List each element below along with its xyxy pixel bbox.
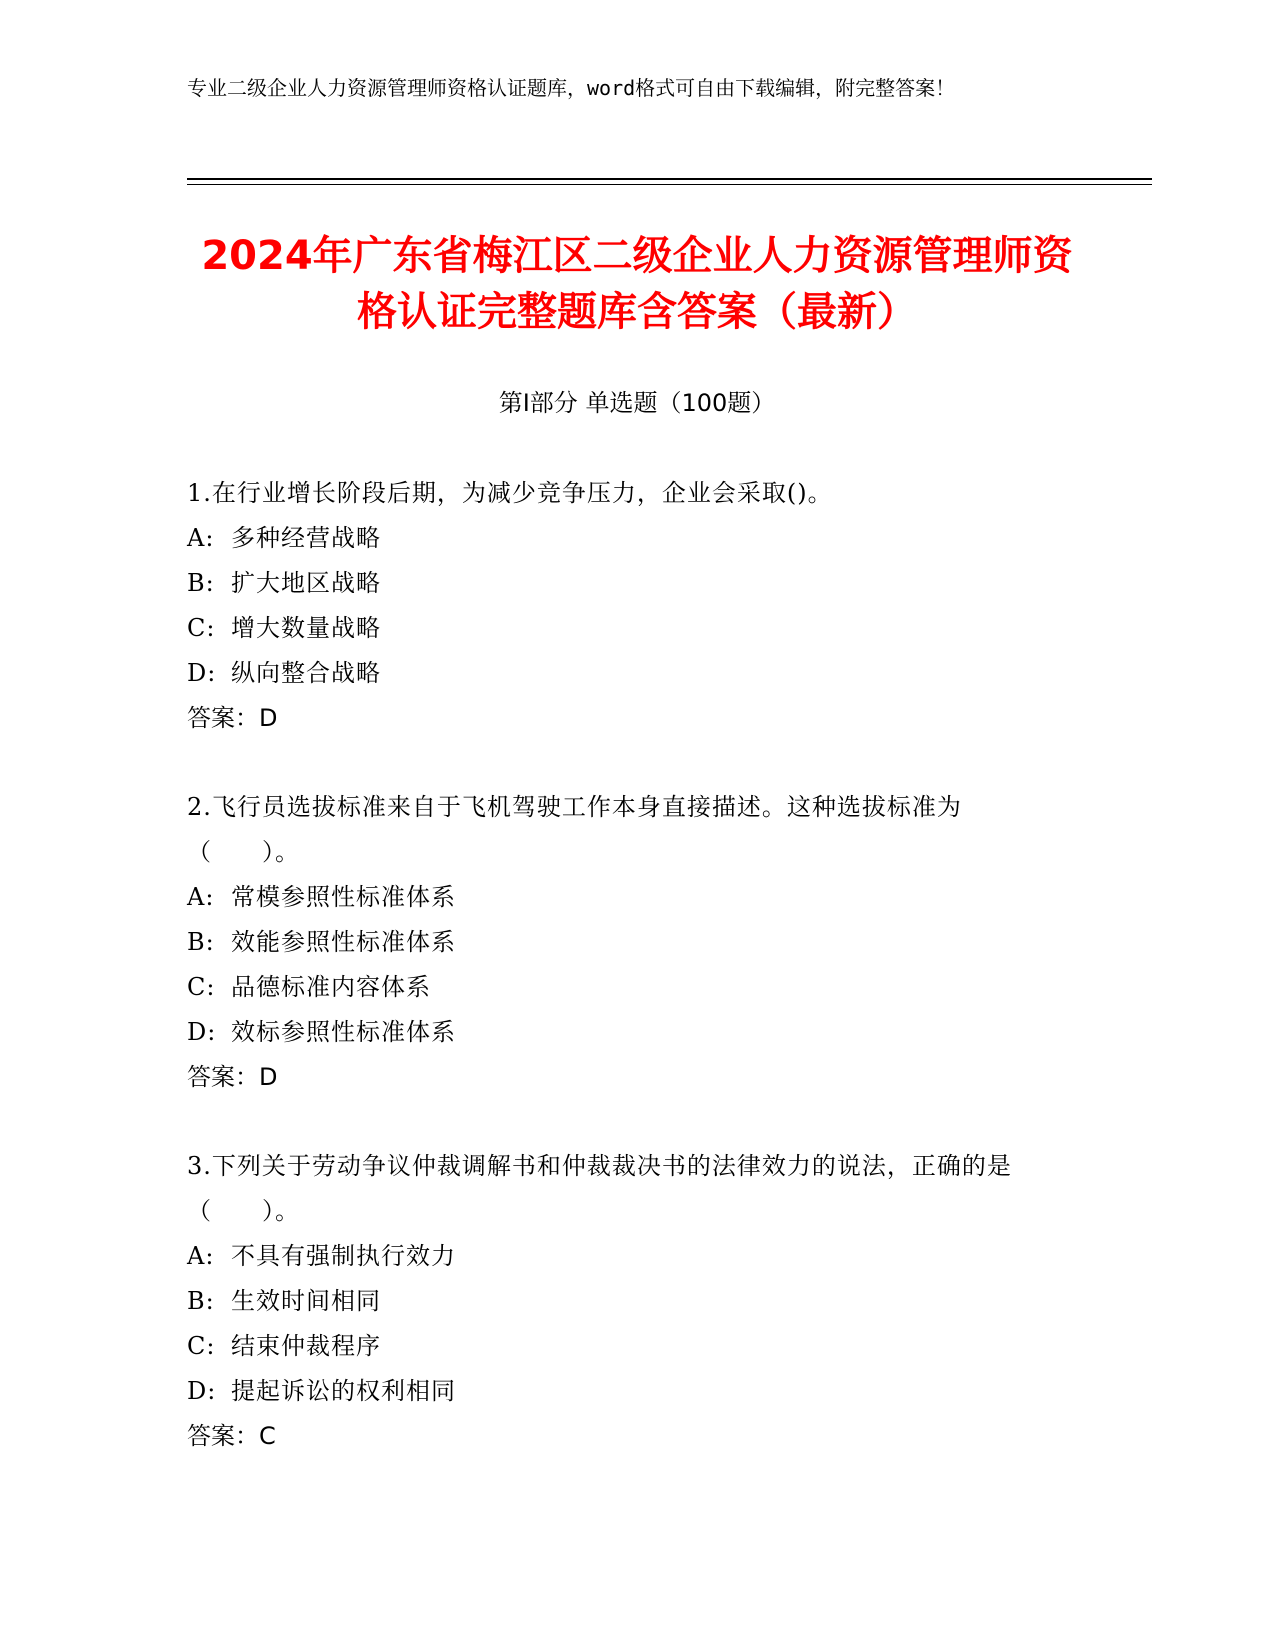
option-text: 常模参照性标准体系	[231, 883, 456, 911]
option-letter: B:	[187, 928, 215, 956]
header-note: 专业二级企业人力资源管理师资格认证题库，word格式可自由下载编辑，附完整答案！	[187, 76, 956, 100]
option-letter: A:	[187, 1242, 215, 1270]
option-letter: A:	[187, 883, 215, 911]
option-b	[187, 561, 1067, 606]
option-c	[187, 606, 1067, 651]
option-c	[187, 1324, 1067, 1369]
document-title: 2024年广东省梅江区二级企业人力资源管理师资格认证完整题库含答案（最新）	[201, 233, 1073, 335]
header-divider-thin	[187, 184, 1152, 185]
question-3	[187, 1144, 1067, 1459]
option-letter: C:	[187, 614, 216, 642]
option-text: 品德标准内容体系	[231, 973, 431, 1001]
option-c	[187, 965, 1067, 1010]
question-text: 3.下列关于劳动争议仲裁调解书和仲裁裁决书的法律效力的说法，正确的是（ ）。	[187, 1152, 1012, 1225]
option-text: 提起诉讼的权利相同	[231, 1377, 456, 1405]
option-text: 结束仲裁程序	[231, 1332, 381, 1360]
option-text: 不具有强制执行效力	[231, 1242, 456, 1270]
header-divider-thick	[187, 178, 1152, 180]
section-heading: 第I部分 单选题（100题）	[498, 389, 776, 417]
option-a	[187, 516, 1067, 561]
option-letter: D:	[187, 1018, 217, 1046]
option-d	[187, 1369, 1067, 1414]
option-letter: C:	[187, 1332, 216, 1360]
option-letter: D:	[187, 1377, 217, 1405]
option-letter: C:	[187, 973, 216, 1001]
option-text: 扩大地区战略	[231, 569, 381, 597]
option-letter: D:	[187, 659, 217, 687]
option-letter: B:	[187, 569, 215, 597]
option-a	[187, 875, 1067, 920]
option-letter: A:	[187, 524, 215, 552]
option-d	[187, 651, 1067, 696]
answer-line: 答案：D	[187, 704, 278, 732]
option-text: 增大数量战略	[231, 614, 381, 642]
question-text: 2.飞行员选拔标准来自于飞机驾驶工作本身直接描述。这种选拔标准为（ ）。	[187, 793, 962, 866]
option-text: 效能参照性标准体系	[231, 928, 456, 956]
option-text: 多种经营战略	[231, 524, 381, 552]
answer-line: 答案：C	[187, 1422, 276, 1450]
question-2	[187, 785, 1067, 1100]
option-letter: B:	[187, 1287, 215, 1315]
option-text: 生效时间相同	[231, 1287, 381, 1315]
answer-line: 答案：D	[187, 1063, 278, 1091]
option-b	[187, 920, 1067, 965]
option-d	[187, 1010, 1067, 1055]
question-1	[187, 471, 1067, 741]
question-list	[187, 471, 1067, 1503]
option-text: 效标参照性标准体系	[231, 1018, 456, 1046]
option-text: 纵向整合战略	[231, 659, 381, 687]
option-a	[187, 1234, 1067, 1279]
question-text: 1.在行业增长阶段后期，为减少竞争压力，企业会采取()。	[187, 479, 833, 507]
option-b	[187, 1279, 1067, 1324]
